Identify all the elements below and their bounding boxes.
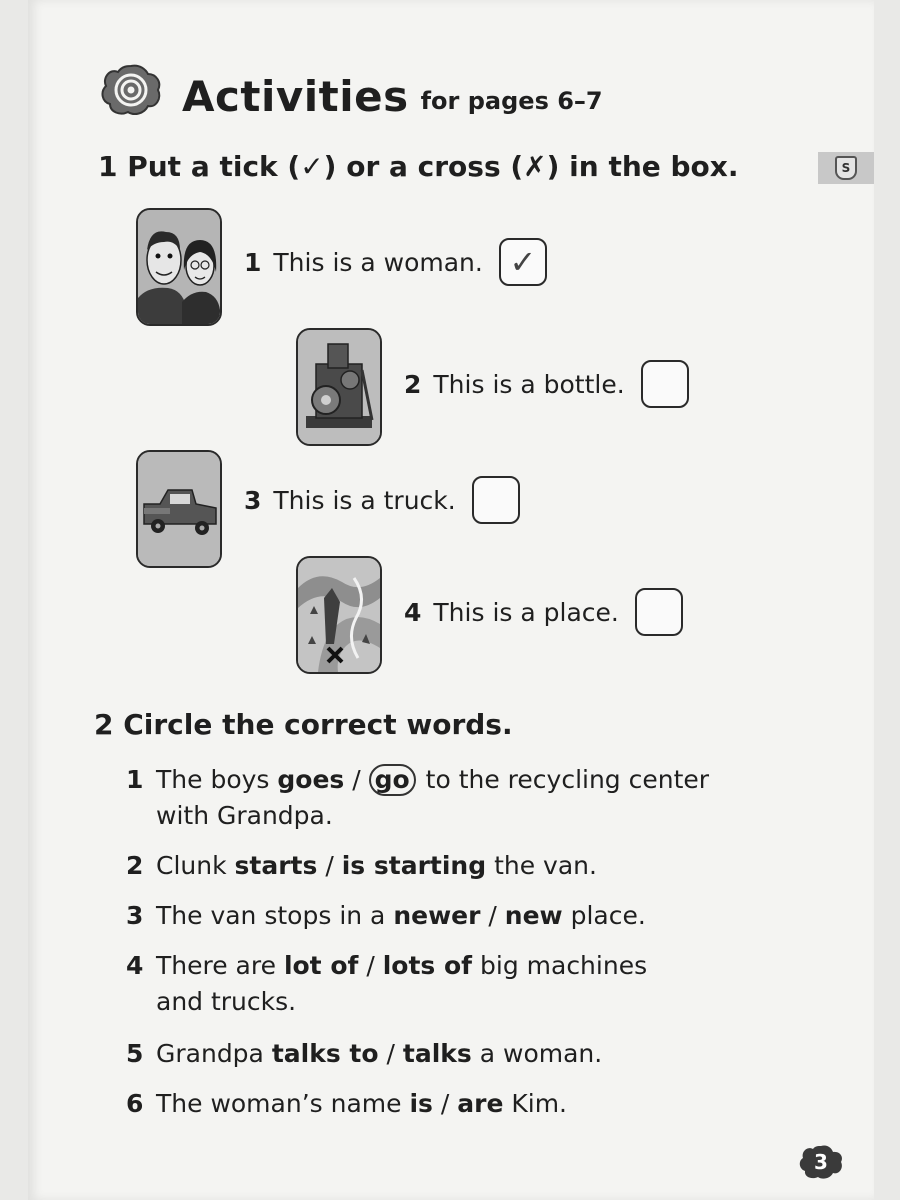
option-go-circled[interactable]: go [369, 764, 416, 796]
circle-item-3: 3 The van stops in a newer / new place. [126, 901, 646, 930]
option-starts[interactable]: starts [234, 851, 318, 880]
page-subtitle: for pages 6–7 [420, 87, 603, 115]
flower-swirl-icon [98, 62, 164, 118]
circle-item-6: 6 The woman’s name is / are Kim. [126, 1089, 567, 1118]
answer-box-4[interactable] [635, 588, 683, 636]
option-goes[interactable]: goes [277, 765, 345, 794]
tick-item-2: 2 This is a bottle. [404, 360, 689, 408]
page-header [98, 62, 603, 121]
option-new[interactable]: new [504, 901, 563, 930]
option-newer[interactable]: newer [393, 901, 481, 930]
machine-picture [296, 328, 382, 446]
circle-item-1: 1 The boys goes / go to the recycling center with Grandpa. [126, 765, 710, 831]
shield-icon: S [835, 156, 857, 180]
answer-box-1[interactable]: ✓ [499, 238, 547, 286]
answer-box-2[interactable] [641, 360, 689, 408]
option-lots-of[interactable]: lots of [382, 951, 473, 980]
tick-item-4: 4 This is a place. [404, 588, 683, 636]
option-is[interactable]: is [409, 1089, 433, 1118]
section2-heading: 2 Circle the correct words. [94, 708, 513, 741]
option-talks[interactable]: talks [402, 1039, 472, 1068]
tick-item-3: 3 This is a truck. [244, 476, 520, 524]
option-talks-to[interactable]: talks to [271, 1039, 379, 1068]
tick-item-2-text: This is a bottle. [433, 369, 625, 399]
option-lot-of[interactable]: lot of [283, 951, 359, 980]
circle-item-4: 4 There are lot of / lots of big machines and trucks. [126, 951, 648, 1017]
tick-item-1: 1 This is a woman. ✓ [244, 238, 547, 286]
workbook-page [28, 0, 874, 1200]
tick-item-3-text: This is a truck. [273, 485, 456, 515]
circle-item-2: 2 Clunk starts / is starting the van. [126, 851, 597, 880]
truck-picture [136, 450, 222, 568]
section-badge [818, 152, 874, 184]
page-title: Activities [182, 72, 409, 121]
option-is-starting[interactable]: is starting [341, 851, 487, 880]
section1-heading: 1 Put a tick (✓) or a cross (✗) in the box. [98, 150, 739, 183]
people-picture [136, 208, 222, 326]
tick-item-4-text: This is a place. [433, 597, 619, 627]
tick-item-1-text: This is a woman. [273, 247, 483, 277]
option-are[interactable]: are [457, 1089, 504, 1118]
answer-box-3[interactable] [472, 476, 520, 524]
map-picture [296, 556, 382, 674]
page-number: 3 [798, 1144, 844, 1180]
circle-item-5: 5 Grandpa talks to / talks a woman. [126, 1039, 603, 1068]
